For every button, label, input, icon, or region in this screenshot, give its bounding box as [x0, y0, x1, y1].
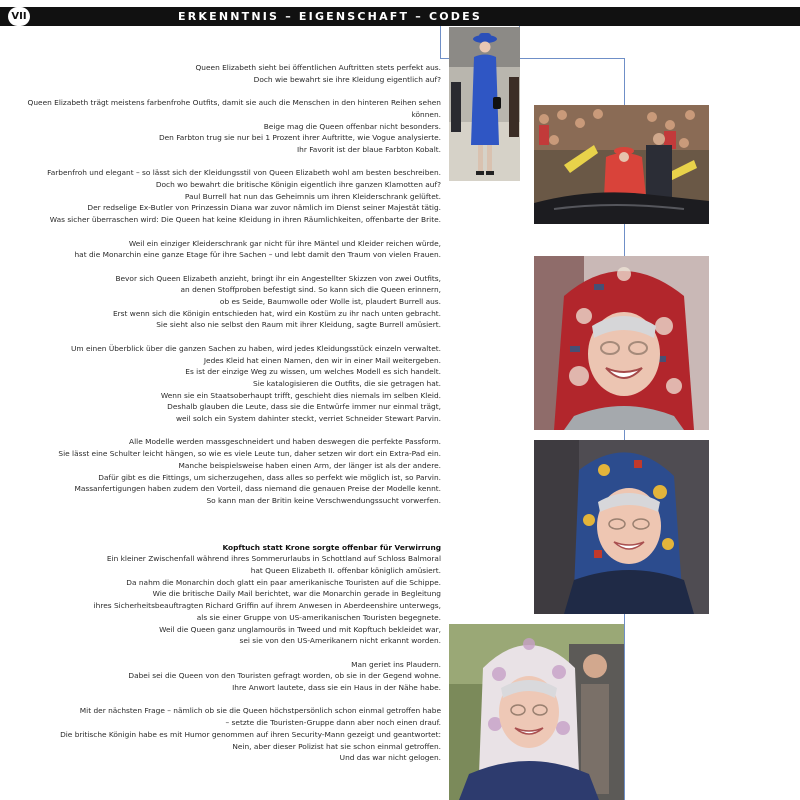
photo-queen-cobalt-outfit	[449, 27, 520, 181]
section-header-bar	[0, 7, 800, 26]
paragraph-3: Farbenfroh und elegant – so lässt sich der Kleidungsstil von Queen Elizabeth wohl am besten beschreiben. Doch wo bewahrt die britische Königin eigentlich ihre ganzen Klamotten auf? Paul Burrell hat nun das Geheimnis um ihren Kleiderschrank gelüftet. Der redselige Ex-Butler von Prinzessin Diana war zuvor nämlich im Dienst seiner Majestät tätig. Was sicher überraschen wird: Die Queen hat keine Kleidung in ihren Räumlichkeiten, offenbarte der Brite.	[47, 168, 441, 225]
article-subheading: Kopftuch statt Krone sorgte offenbar für Verwirrung	[222, 542, 441, 552]
paragraph-6: Um einen Überblick über die ganzen Sachen zu haben, wird jedes Kleidungsstück einzeln verwaltet. Jedes Kleid hat einen Namen, den wir in einer Mail weitergeben. Es ist der einzige Weg zu wissen, um welches Modell es sich handelt. Sie katalogisieren die Outfits, die sie getragen hat. Wenn sie ein Staatsoberhaupt trifft, geschieht dies niemals im selben Kleid. Deshalb glauben die Leute, dass sie die Entwürfe immer nur einmal trägt, weil solch ein System dahinter steckt, verriet Schneider Stewart Parvin.	[71, 343, 441, 424]
paragraph-8: Ein kleiner Zwischenfall während ihres Sommerurlaubs in Schottland auf Schloss Balmoral hat Queen Elizabeth II. offenbar königlich amüsiert. Da nahm die Monarchin doch glatt ein paar amerikanische Touristen auf die Schippe. Wie die britische Daily Mail berichtet, war die Monarchin gerade in Begleitung ihres Sicherheitsbeauftragten Richard Griffin auf ihrem Anwesen in Aberdeenshire unterwegs, als sie einer Gruppe von US-amerikanischen Touristen begegnete. Weil die Queen ganz unglamourös in Tweed und mit Kopftuch bekleidet war, sei sie von den US-Amerikanern nicht erkannt worden.	[93, 554, 441, 646]
article-text-column	[14, 62, 441, 776]
paragraph-10: Mit der nächsten Frage – nämlich ob sie die Queen höchstpersönlich schon einmal getroffen habe – setzte die Touristen-Gruppe dann aber noch einen drauf. Die britische Königin habe es mit Humor genommen auf ihren Security-Mann gezeigt und geantwortet: Nein, aber dieser Polizist hat sie schon einmal getroffen. Und das war nicht gelogen.	[60, 706, 441, 763]
paragraph-7: Alle Modelle werden massgeschneidert und haben deswegen die perfekte Passform. Sie lässt eine Schulter leicht hängen, so wie es viele Leute tun, daher setzen wir dort ein Extra-Pad ein. Manche beispielsweise haben einen Arm, der länger ist als der andere. Dafür gibt es die Fittings, um sicherzugehen, dass alles so perfekt wie möglich ist, so Parvin. Massanfertigungen haben zudem den Vorteil, dass niemand die genauen Preise der Modelle kennt. So kann man der Britin keine Verschwendungssucht vorwerfen.	[58, 437, 441, 505]
paragraph-5: Bevor sich Queen Elizabeth anzieht, bringt ihr ein Angestellter Skizzen von zwei Outfits, an denen Stoffproben befestigt sind. So kann sich die Queen erinnern, ob es Seide, Baumwolle oder Wolle ist, plaudert Burrell aus. Erst wenn sich die Königin entschieden hat, wird ein Kostüm zu ihr nach unten gebracht. Sie sieht also nie selbst den Raum mit ihrer Kleidung, sagte Burrell amüsiert.	[112, 273, 441, 330]
page-number: VII	[8, 7, 30, 26]
guide-line-vertical-left	[440, 26, 441, 58]
photo-queen-crowd	[534, 105, 709, 224]
paragraph-1: Queen Elizabeth sieht bei öffentlichen Auftritten stets perfekt aus. Doch wie bewahrt sie ihre Kleidung eigentlich auf?	[195, 63, 441, 84]
photo-queen-blue-headscarf	[534, 440, 709, 614]
photo-queen-floral-headscarf	[449, 624, 624, 800]
section-title: ERKENNTNIS – EIGENSCHAFT – CODES	[178, 10, 482, 23]
paragraph-9: Man geriet ins Plaudern. Dabei sei die Queen von den Touristen gefragt worden, ob sie in der Gegend wohne. Ihre Anwort lautete, dass sie ein Haus in der Nähe habe.	[128, 659, 441, 693]
photo-queen-red-headscarf	[534, 256, 709, 430]
paragraph-2: Queen Elizabeth trägt meistens farbenfrohe Outfits, damit sie auch die Menschen in den hinteren Reihen sehen können. Beige mag die Queen offenbar nicht besonders. Den Farbton trug sie nur bei 1 Prozent ihrer Auftritte, wie Vogue analysierte. Ihr Favorit ist der blaue Farbton Kobalt.	[27, 98, 441, 154]
paragraph-4: Weil ein einziger Kleiderschrank gar nicht für ihre Mäntel und Kleider reichen würde, hat die Monarchin eine ganze Etage für ihre Sachen – und lebt damit den Traum von vielen Frauen.	[74, 238, 441, 260]
